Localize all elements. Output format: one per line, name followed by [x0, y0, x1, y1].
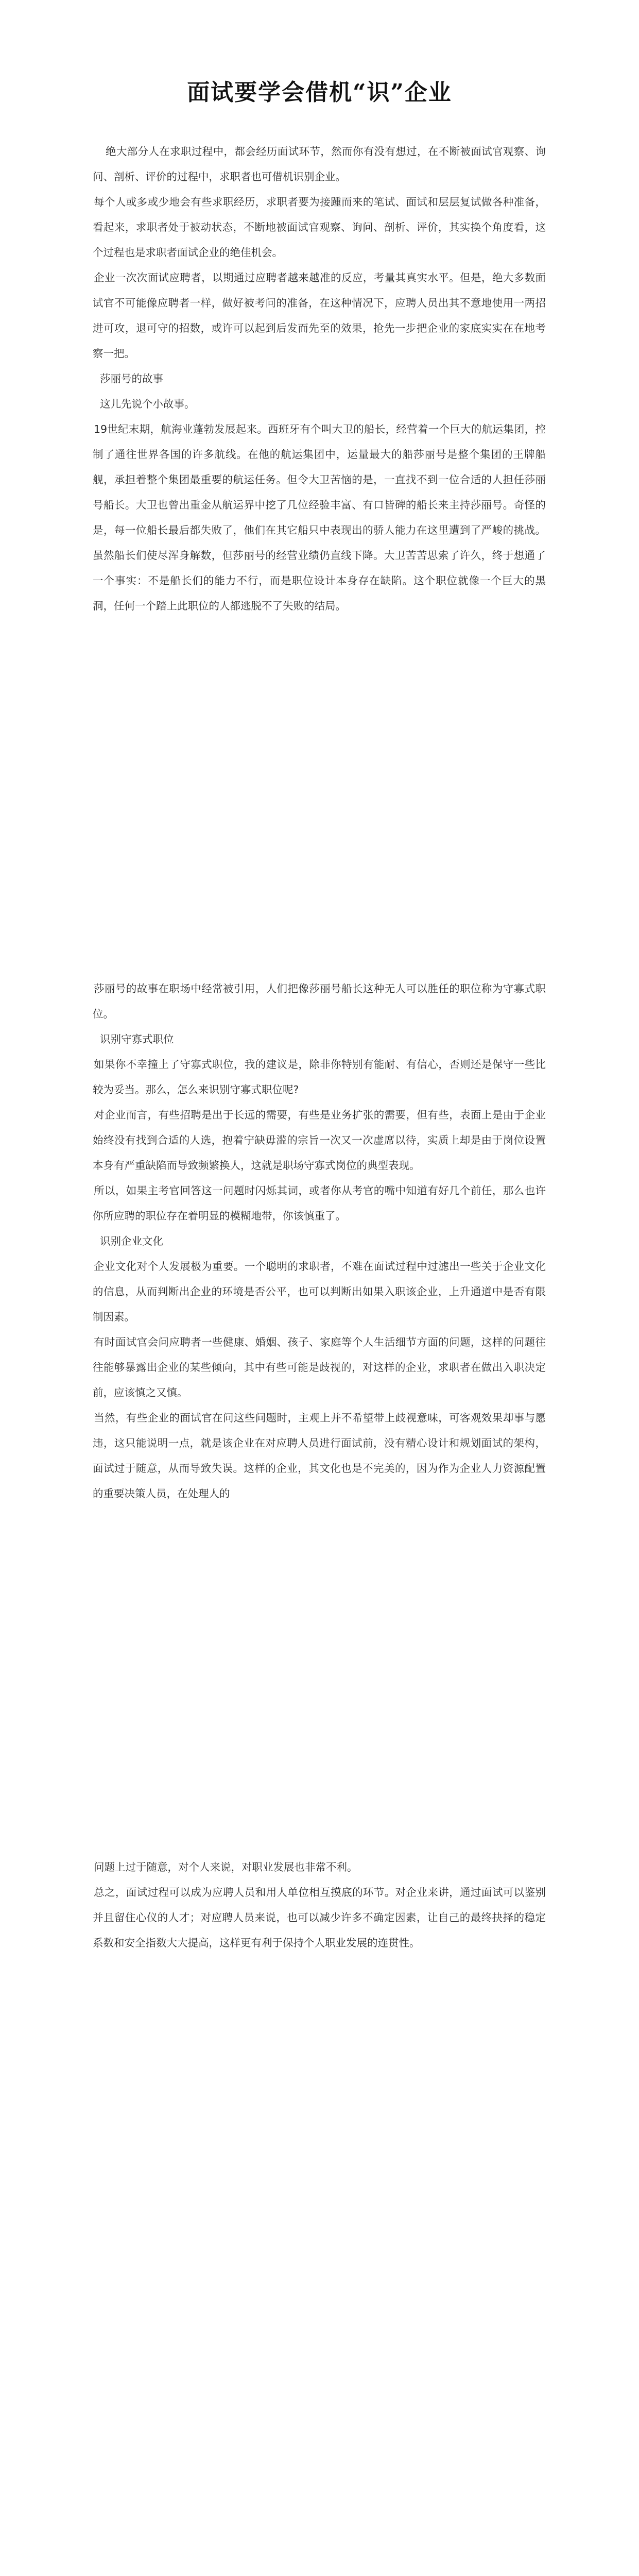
section-heading: 莎丽号的故事	[100, 372, 163, 385]
article-section-1	[93, 139, 546, 619]
paragraph: 对企业而言，有些招聘是出于长远的需要，有些是业务扩张的需要，但有些，表面上是由于企业始终没有找到合适的人选，抱着宁缺毋滥的宗旨一次又一次虚席以待，实质上却是由于岗位设置本身有严重缺陷而导致频繁换人，这就是职场守寡式岗位的典型表现。	[93, 1109, 546, 1172]
article-section-3	[93, 1855, 546, 1956]
paragraph: 所以，如果主考官回答这一问题时闪烁其词，或者你从考官的嘴中知道有好几个前任，那么也许你所应聘的职位存在着明显的模糊地带，你该慎重了。	[93, 1184, 546, 1222]
paragraph: 这儿先说个小故事。	[100, 398, 195, 410]
paragraph: 有时面试官会问应聘者一些健康、婚姻、孩子、家庭等个人生活细节方面的问题，这样的问题往往能够暴露出企业的某些倾向，其中有些可能是歧视的，对这样的企业，求职者在做出入职决定前，应该慎之又慎。	[93, 1336, 546, 1399]
paragraph: 绝大部分人在求职过程中，都会经历面试环节，然而你有没有想过，在不断被面试官观察、询问、剖析、评价的过程中，求职者也可借机识别企业。	[93, 145, 546, 183]
paragraph: 总之，面试过程可以成为应聘人员和用人单位相互摸底的环节。对企业来讲，通过面试可以鉴别并且留住心仪的人才；对应聘人员来说，也可以减少许多不确定因素，让自己的最终抉择的稳定系数和安全指数大大提高，这样更有利于保持个人职业发展的连贯性。	[93, 1886, 546, 1949]
paragraph: 如果你不幸撞上了守寡式职位，我的建议是，除非你特别有能耐、有信心，否则还是保守一些比较为妥当。那么，怎么来识别守寡式职位呢?	[93, 1058, 546, 1096]
paragraph: 19世纪末期，航海业蓬勃发展起来。西班牙有个叫大卫的船长，经营着一个巨大的航运集团，控制了通往世界各国的许多航线。在他的航运集团中，运量最大的船莎丽号是整个集团的王牌船舰，承担着整个集团最重要的航运任务。但令大卫苦恼的是，一直找不到一位合适的人担任莎丽号船长。大卫也曾出重金从航运界中挖了几位经验丰富、有口皆碑的船长来主持莎丽号。奇怪的是，每一位船长最后都失败了，他们在其它船只中表现出的骄人能力在这里遭到了严峻的挑战。虽然船长们使尽浑身解数，但莎丽号的经营业绩仍直线下降。大卫苦苦思索了许久，终于想通了一个事实：不是船长们的能力不行，而是职位设计本身存在缺陷。这个职位就像一个巨大的黑洞，任何一个踏上此职位的人都逃脱不了失败的结局。	[93, 423, 546, 612]
paragraph: 企业文化对个人发展极为重要。一个聪明的求职者，不难在面试过程中过滤出一些关于企业文化的信息，从而判断出企业的环境是否公平，也可以判断出如果入职该企业，上升通道中是否有限制因素。	[93, 1260, 546, 1323]
section-heading: 识别守寡式职位	[100, 1033, 174, 1045]
paragraph: 当然，有些企业的面试官在问这些问题时，主观上并不希望带上歧视意味，可客观效果却事与愿违，这只能说明一点，就是该企业在对应聘人员进行面试前，没有精心设计和规划面试的架构，面试过于随意，从而导致失误。这样的企业，其文化也是不完美的，因为作为企业人力资源配置的重要决策人员，在处理人的	[93, 1412, 546, 1500]
paragraph: 企业一次次面试应聘者，以期通过应聘者越来越准的反应，考量其真实水平。但是，绝大多数面试官不可能像应聘者一样，做好被考问的准备，在这种情况下，应聘人员出其不意地使用一两招进可攻，退可守的招数，或许可以起到后发而先至的效果，抢先一步把企业的家底实实在在地考察一把。	[93, 272, 546, 360]
paragraph: 问题上过于随意，对个人来说，对职业发展也非常不利。	[94, 1861, 358, 1873]
section-heading: 识别企业文化	[100, 1235, 163, 1247]
page-title: 面试要学会借机“识”企业	[187, 79, 452, 106]
paragraph: 莎丽号的故事在职场中经常被引用，人们把像莎丽号船长这种无人可以胜任的职位称为守寡式职位。	[93, 982, 546, 1020]
article-section-2	[93, 976, 546, 1506]
paragraph: 每个人或多或少地会有些求职经历，求职者要为接踵而来的笔试、面试和层层复试做各种准备，看起来，求职者处于被动状态，不断地被面试官观察、询问、剖析、评价，其实换个角度看，这个过程也是求职者面试企业的绝佳机会。	[93, 196, 546, 259]
